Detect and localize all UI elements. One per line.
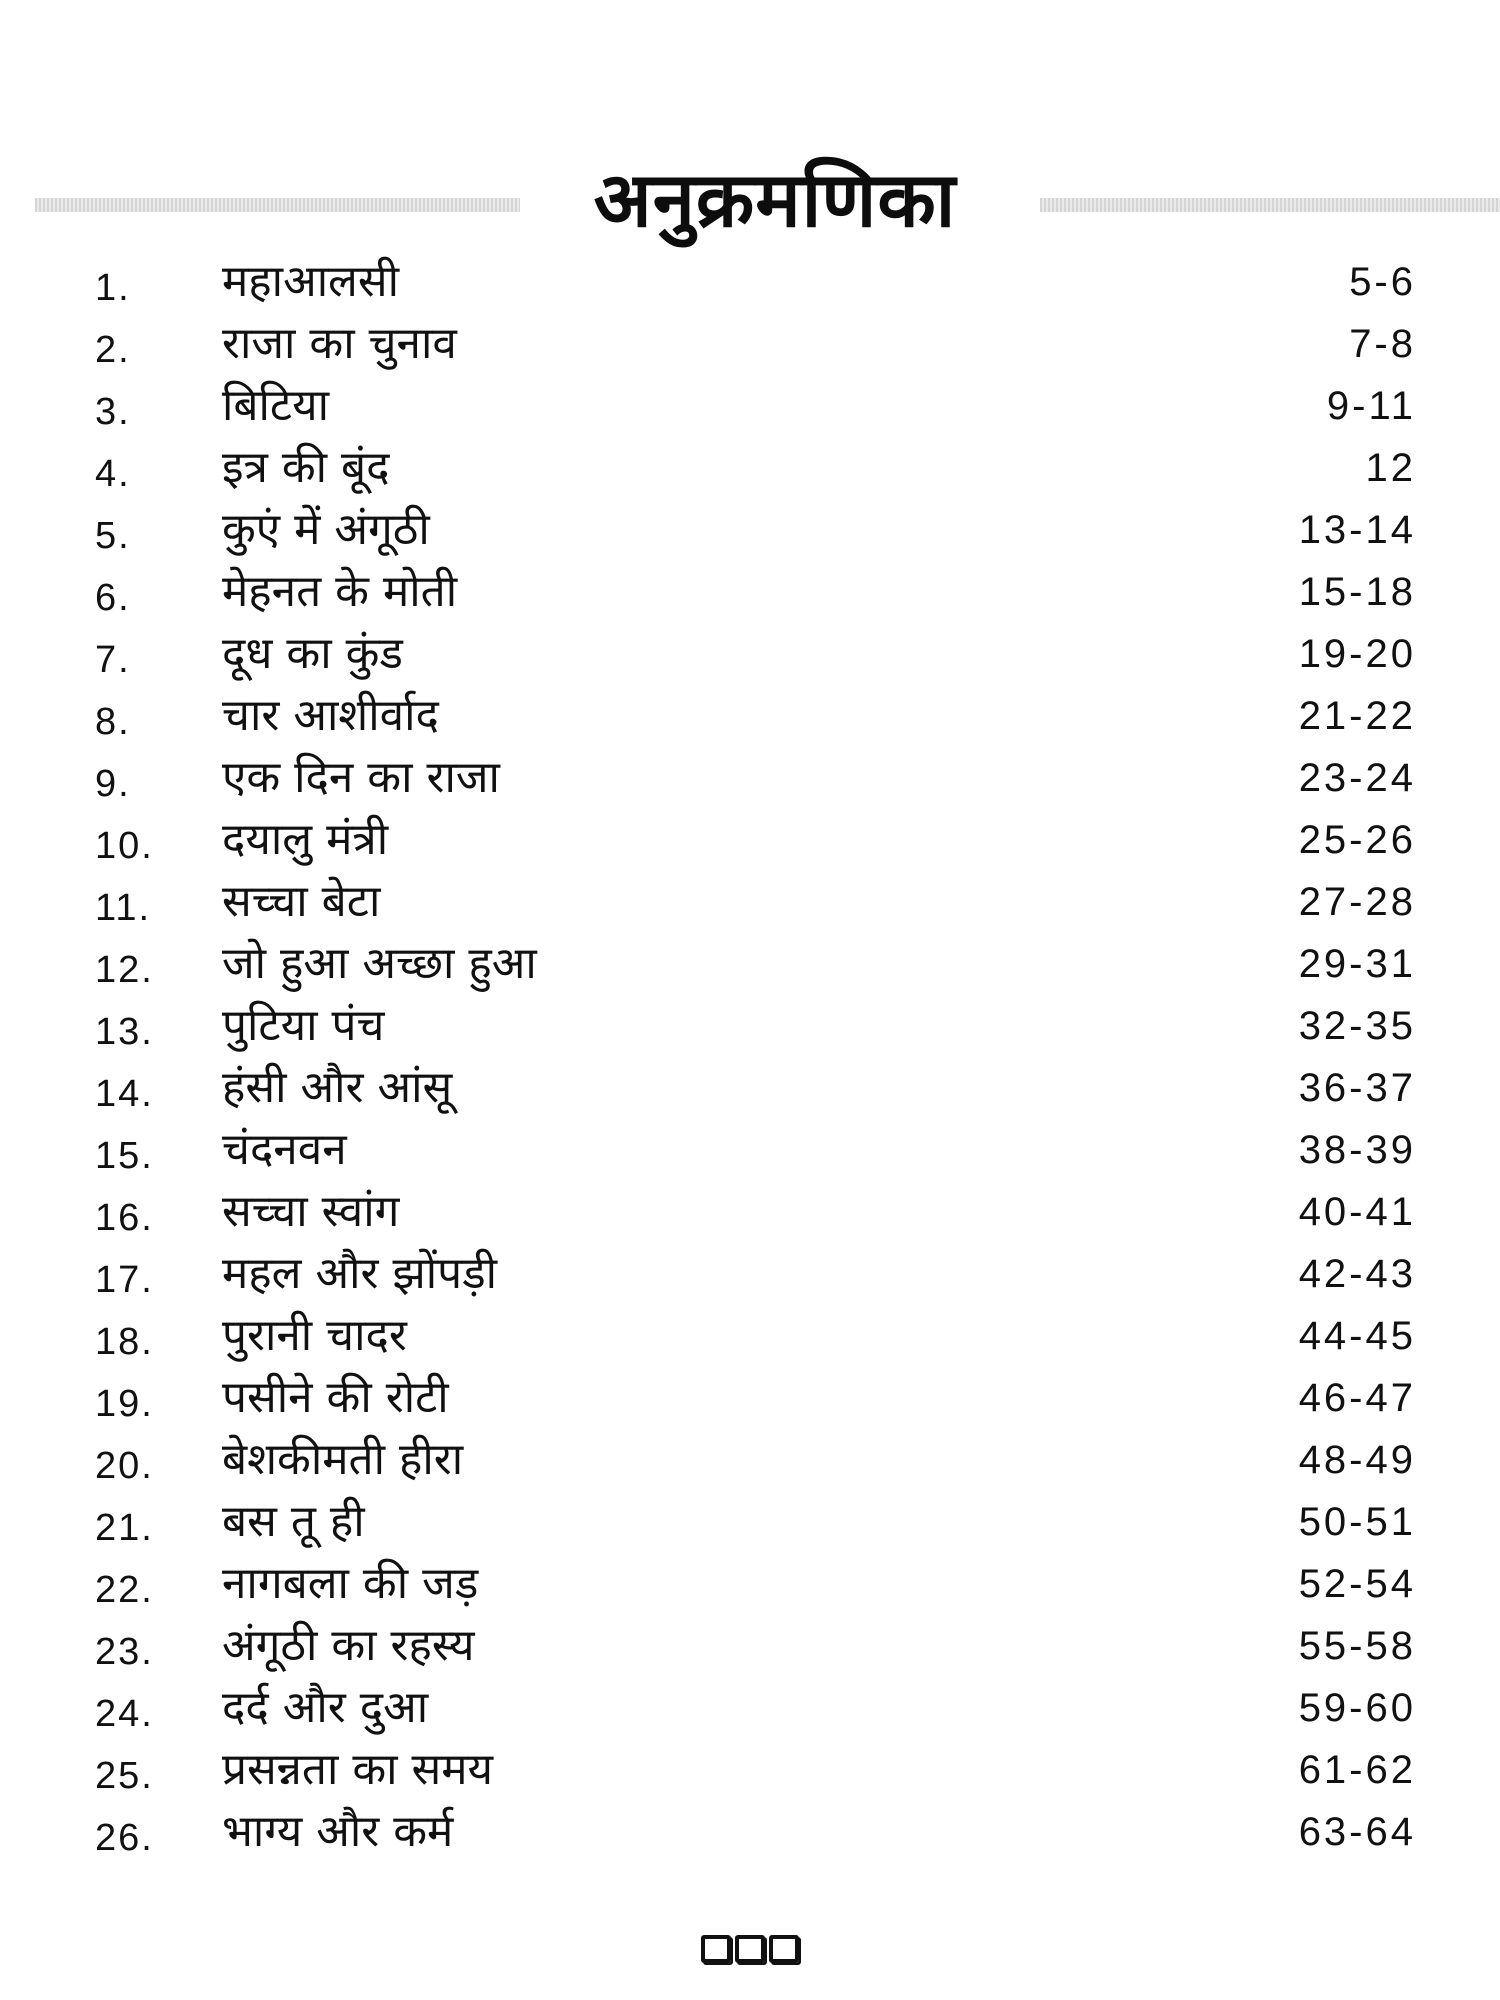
entry-title: दयालु मंत्री bbox=[222, 814, 389, 865]
entry-pages: 63-64 bbox=[1298, 1810, 1416, 1854]
toc-entry bbox=[0, 1304, 1500, 1366]
entry-pages: 40-41 bbox=[1298, 1190, 1416, 1234]
entry-pages: 21-22 bbox=[1298, 694, 1416, 738]
toc-list bbox=[0, 250, 1500, 1862]
toc-entry bbox=[0, 436, 1500, 498]
toc-entry bbox=[0, 1800, 1500, 1862]
entry-title: चार आशीर्वाद bbox=[222, 690, 439, 741]
toc-entry bbox=[0, 1738, 1500, 1800]
entry-number: 10. bbox=[95, 825, 154, 867]
toc-entry bbox=[0, 870, 1500, 932]
entry-number: 19. bbox=[95, 1383, 154, 1425]
entry-pages: 12 bbox=[1365, 446, 1416, 490]
square-ornament-icon bbox=[735, 1935, 765, 1963]
entry-number: 1. bbox=[95, 267, 131, 309]
entry-title: बस तू ही bbox=[222, 1496, 365, 1547]
entry-pages: 50-51 bbox=[1298, 1500, 1416, 1544]
entry-title: दर्द और दुआ bbox=[222, 1682, 429, 1733]
entry-pages: 19-20 bbox=[1298, 632, 1416, 676]
entry-title: नागबला की जड़ bbox=[222, 1558, 479, 1609]
entry-title: पसीने की रोटी bbox=[222, 1372, 449, 1423]
entry-title: दूध का कुंड bbox=[222, 628, 403, 679]
toc-entry bbox=[0, 1180, 1500, 1242]
toc-entry bbox=[0, 312, 1500, 374]
entry-title: बेशकीमती हीरा bbox=[222, 1434, 464, 1485]
entry-pages: 61-62 bbox=[1298, 1748, 1416, 1792]
entry-number: 20. bbox=[95, 1445, 154, 1487]
entry-pages: 29-31 bbox=[1298, 942, 1416, 986]
header bbox=[0, 150, 1500, 260]
entry-title: प्रसन्नता का समय bbox=[222, 1744, 494, 1795]
entry-title: चंदनवन bbox=[222, 1124, 347, 1175]
toc-entry bbox=[0, 622, 1500, 684]
entry-number: 21. bbox=[95, 1507, 154, 1549]
entry-number: 24. bbox=[95, 1693, 154, 1735]
entry-title: हंसी और आंसू bbox=[222, 1062, 453, 1113]
entry-pages: 46-47 bbox=[1298, 1376, 1416, 1420]
toc-entry bbox=[0, 1056, 1500, 1118]
entry-pages: 48-49 bbox=[1298, 1438, 1416, 1482]
square-ornament-icon bbox=[769, 1935, 799, 1963]
entry-title: महल और झोंपड़ी bbox=[222, 1248, 498, 1299]
toc-entry bbox=[0, 746, 1500, 808]
entry-number: 11. bbox=[95, 887, 152, 929]
entry-title: एक दिन का राजा bbox=[222, 752, 500, 803]
entry-pages: 59-60 bbox=[1298, 1686, 1416, 1730]
entry-title: मेहनत के मोती bbox=[222, 566, 458, 617]
decorative-rule-right bbox=[1040, 198, 1500, 212]
entry-pages: 5-6 bbox=[1349, 260, 1416, 304]
end-marker bbox=[701, 1935, 799, 1963]
entry-title: अंगूठी का रहस्य bbox=[222, 1620, 475, 1671]
toc-entry bbox=[0, 1428, 1500, 1490]
entry-number: 7. bbox=[95, 639, 131, 681]
entry-title: इत्र की बूंद bbox=[222, 442, 390, 493]
entry-title: सच्चा स्वांग bbox=[222, 1186, 400, 1237]
toc-entry bbox=[0, 1118, 1500, 1180]
toc-entry bbox=[0, 684, 1500, 746]
entry-pages: 52-54 bbox=[1298, 1562, 1416, 1606]
entry-number: 8. bbox=[95, 701, 131, 743]
toc-entry bbox=[0, 994, 1500, 1056]
entry-title: जो हुआ अच्छा हुआ bbox=[222, 938, 537, 989]
toc-entry bbox=[0, 560, 1500, 622]
entry-pages: 36-37 bbox=[1298, 1066, 1416, 1110]
entry-pages: 23-24 bbox=[1298, 756, 1416, 800]
entry-number: 26. bbox=[95, 1817, 154, 1859]
entry-pages: 55-58 bbox=[1298, 1624, 1416, 1668]
entry-pages: 13-14 bbox=[1298, 508, 1416, 552]
entry-pages: 9-11 bbox=[1326, 384, 1416, 428]
entry-number: 13. bbox=[95, 1011, 154, 1053]
square-ornament-icon bbox=[701, 1935, 731, 1963]
entry-number: 9. bbox=[95, 763, 131, 805]
entry-pages: 15-18 bbox=[1298, 570, 1416, 614]
entry-number: 12. bbox=[95, 949, 154, 991]
toc-entry bbox=[0, 1366, 1500, 1428]
toc-entry bbox=[0, 1490, 1500, 1552]
entry-title: राजा का चुनाव bbox=[222, 318, 457, 369]
toc-entry bbox=[0, 374, 1500, 436]
entry-title: भाग्य और कर्म bbox=[222, 1806, 454, 1857]
entry-pages: 42-43 bbox=[1298, 1252, 1416, 1296]
entry-title: पुरानी चादर bbox=[222, 1310, 407, 1361]
entry-number: 2. bbox=[95, 329, 131, 371]
entry-title: महाआलसी bbox=[222, 256, 400, 307]
toc-entry bbox=[0, 498, 1500, 560]
entry-pages: 44-45 bbox=[1298, 1314, 1416, 1358]
entry-pages: 7-8 bbox=[1349, 322, 1416, 366]
entry-pages: 38-39 bbox=[1298, 1128, 1416, 1172]
entry-number: 3. bbox=[95, 391, 131, 433]
entry-number: 14. bbox=[95, 1073, 154, 1115]
page-title: अनुक्रमणिका bbox=[593, 155, 957, 244]
entry-number: 22. bbox=[95, 1569, 154, 1611]
toc-entry bbox=[0, 250, 1500, 312]
entry-title: कुएं में अंगूठी bbox=[222, 504, 430, 555]
toc-entry bbox=[0, 1676, 1500, 1738]
toc-entry bbox=[0, 808, 1500, 870]
entry-number: 16. bbox=[95, 1197, 154, 1239]
entry-number: 18. bbox=[95, 1321, 154, 1363]
entry-number: 4. bbox=[95, 453, 131, 495]
entry-title: सच्चा बेटा bbox=[222, 876, 381, 927]
entry-number: 15. bbox=[95, 1135, 154, 1177]
entry-pages: 27-28 bbox=[1298, 880, 1416, 924]
entry-pages: 25-26 bbox=[1298, 818, 1416, 862]
entry-number: 25. bbox=[95, 1755, 154, 1797]
entry-pages: 32-35 bbox=[1298, 1004, 1416, 1048]
toc-entry bbox=[0, 1242, 1500, 1304]
entry-number: 5. bbox=[95, 515, 131, 557]
entry-title: पुटिया पंच bbox=[222, 1000, 385, 1051]
toc-entry bbox=[0, 932, 1500, 994]
footer-ornament bbox=[0, 1935, 1500, 1975]
entry-number: 23. bbox=[95, 1631, 154, 1673]
entry-number: 17. bbox=[95, 1259, 154, 1301]
toc-entry bbox=[0, 1552, 1500, 1614]
entry-number: 6. bbox=[95, 577, 131, 619]
decorative-rule-left bbox=[35, 198, 520, 212]
toc-entry bbox=[0, 1614, 1500, 1676]
entry-title: बिटिया bbox=[222, 380, 330, 431]
